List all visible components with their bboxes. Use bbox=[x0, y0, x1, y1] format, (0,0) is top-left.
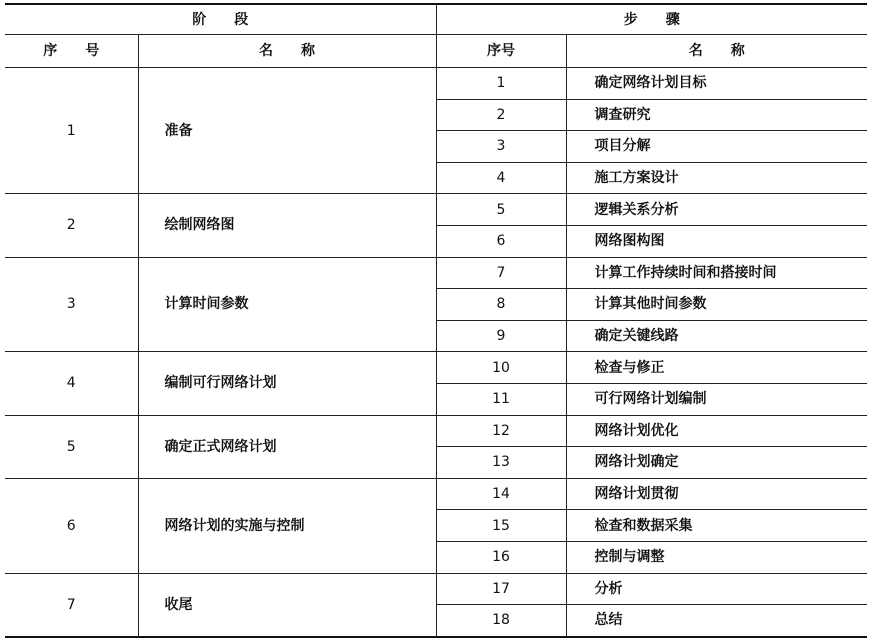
step-name-cell: 可行网络计划编制 bbox=[566, 383, 867, 415]
step-number-cell: 15 bbox=[436, 510, 566, 542]
stage-number-cell: 1 bbox=[5, 68, 138, 194]
step-no-header: 序号 bbox=[436, 35, 566, 68]
table-row bbox=[5, 415, 867, 447]
step-name-cell: 网络计划贯彻 bbox=[566, 478, 867, 510]
header-row-top bbox=[5, 4, 867, 35]
step-number-cell: 2 bbox=[436, 99, 566, 131]
step-number-cell: 10 bbox=[436, 352, 566, 384]
stage-name-cell: 计算时间参数 bbox=[138, 257, 436, 352]
stage-name-cell: 确定正式网络计划 bbox=[138, 415, 436, 478]
step-number-cell: 7 bbox=[436, 257, 566, 289]
step-name-cell: 检查与修正 bbox=[566, 352, 867, 384]
header-row-sub bbox=[5, 35, 867, 68]
step-number-cell: 12 bbox=[436, 415, 566, 447]
stage-no-header: 序 号 bbox=[5, 35, 138, 68]
stage-name-cell: 准备 bbox=[138, 68, 436, 194]
stage-name-cell: 编制可行网络计划 bbox=[138, 352, 436, 415]
step-number-cell: 9 bbox=[436, 320, 566, 352]
step-number-cell: 5 bbox=[436, 194, 566, 226]
stage-number-cell: 2 bbox=[5, 194, 138, 257]
stage-number-cell: 4 bbox=[5, 352, 138, 415]
table-row bbox=[5, 478, 867, 510]
stage-name-cell: 绘制网络图 bbox=[138, 194, 436, 257]
table-row bbox=[5, 352, 867, 384]
step-name-cell: 施工方案设计 bbox=[566, 162, 867, 194]
step-name-cell: 网络图构图 bbox=[566, 225, 867, 257]
stage-number-cell: 5 bbox=[5, 415, 138, 478]
step-name-cell: 计算工作持续时间和搭接时间 bbox=[566, 257, 867, 289]
step-name-cell: 计算其他时间参数 bbox=[566, 289, 867, 321]
table-row bbox=[5, 257, 867, 289]
step-name-cell: 总结 bbox=[566, 605, 867, 637]
step-name-cell: 确定网络计划目标 bbox=[566, 68, 867, 100]
stage-number-cell: 3 bbox=[5, 257, 138, 352]
stage-number-cell: 6 bbox=[5, 478, 138, 573]
step-number-cell: 17 bbox=[436, 573, 566, 605]
stage-header: 阶 段 bbox=[5, 4, 436, 35]
step-name-cell: 检查和数据采集 bbox=[566, 510, 867, 542]
step-name-header: 名 称 bbox=[566, 35, 867, 68]
step-number-cell: 14 bbox=[436, 478, 566, 510]
step-name-cell: 分析 bbox=[566, 573, 867, 605]
step-number-cell: 11 bbox=[436, 383, 566, 415]
step-header: 步 骤 bbox=[436, 4, 867, 35]
step-name-cell: 逻辑关系分析 bbox=[566, 194, 867, 226]
step-name-cell: 调查研究 bbox=[566, 99, 867, 131]
stage-name-cell: 收尾 bbox=[138, 573, 436, 637]
step-name-cell: 网络计划优化 bbox=[566, 415, 867, 447]
stage-step-table bbox=[5, 3, 867, 638]
table-body bbox=[5, 4, 867, 637]
step-name-cell: 网络计划确定 bbox=[566, 447, 867, 479]
step-number-cell: 4 bbox=[436, 162, 566, 194]
table-row bbox=[5, 194, 867, 226]
step-number-cell: 1 bbox=[436, 68, 566, 100]
step-number-cell: 6 bbox=[436, 225, 566, 257]
step-name-cell: 确定关键线路 bbox=[566, 320, 867, 352]
stage-name-cell: 网络计划的实施与控制 bbox=[138, 478, 436, 573]
step-name-cell: 项目分解 bbox=[566, 131, 867, 163]
step-number-cell: 13 bbox=[436, 447, 566, 479]
step-number-cell: 18 bbox=[436, 605, 566, 637]
stage-number-cell: 7 bbox=[5, 573, 138, 637]
step-name-cell: 控制与调整 bbox=[566, 541, 867, 573]
stage-name-header: 名 称 bbox=[138, 35, 436, 68]
step-number-cell: 3 bbox=[436, 131, 566, 163]
table-row bbox=[5, 68, 867, 100]
table-row bbox=[5, 573, 867, 605]
step-number-cell: 16 bbox=[436, 541, 566, 573]
step-number-cell: 8 bbox=[436, 289, 566, 321]
